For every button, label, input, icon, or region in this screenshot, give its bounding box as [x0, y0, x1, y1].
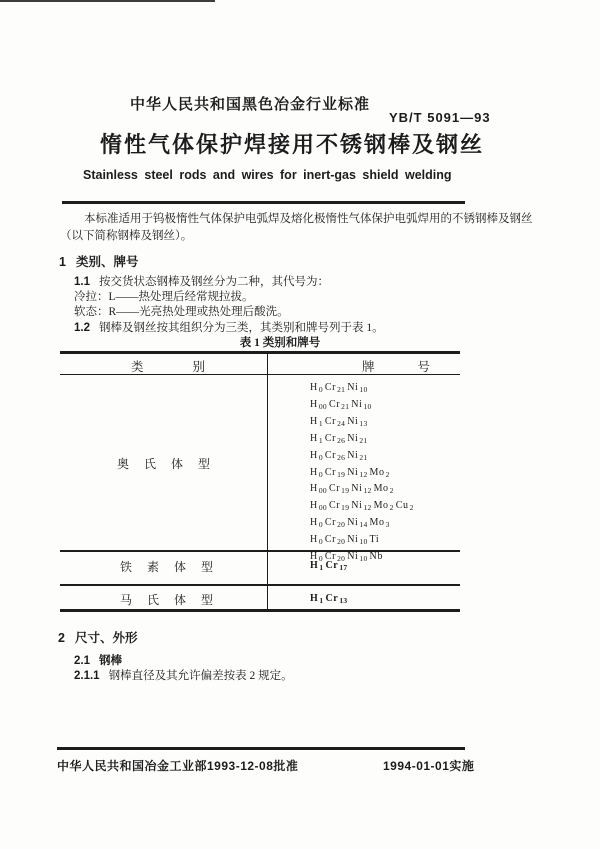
clause-2-1-1: [74, 667, 293, 683]
table-column-divider: [267, 351, 268, 609]
grade-item: $H_0$ $Cr_{21}$ $Ni_{10}$: [310, 382, 368, 394]
grade-item: $H_{00}$ $Cr_{21}$ $Ni_{10}$: [310, 398, 372, 411]
clause-1-1-text: 按交货状态钢棒及钢丝分为二种，其代号为：: [99, 276, 329, 288]
footer-rule: [57, 747, 465, 750]
grade-item: $H_1$ $Cr_{26}$ $Ni_{21}$: [310, 432, 368, 445]
ferritic-grade: $H_1$ $Cr_{17}$: [310, 560, 348, 572]
footer-implementation: 1994-01-01实施: [383, 759, 475, 773]
footer-approval: 中华人民共和国冶金工业部1993-12-08批准: [57, 759, 299, 773]
martensitic-grade: $H_1$ $Cr_{13}$: [310, 593, 348, 605]
table-header-grade: 牌号: [362, 360, 474, 374]
table-header-class: 类别: [131, 360, 255, 374]
standard-class-line: 中华人民共和国黑色冶金行业标准: [130, 96, 371, 113]
grade-item: $H_0$ $Cr_{20}$ $Ni_{14}$ $Mo_3$: [310, 517, 390, 530]
grade-item: $H_{00}$ $Cr_{19}$ $Ni_{12}$ $Mo_2$ $Cu_2$: [310, 500, 414, 513]
section-1-heading: [59, 252, 138, 270]
austenitic-type-label: 奥氏体型: [117, 457, 226, 471]
clause-1-2: [74, 319, 384, 335]
clause-2-1-1-number: 2.1.1: [74, 670, 100, 682]
clause-1-2-text: 钢棒及钢丝按其组织分为三类，其类别和牌号列于表 1。: [99, 322, 384, 334]
section-2-heading: [58, 628, 137, 646]
clause-2-1: [74, 652, 122, 668]
grade-item: $H_0$ $Cr_{20}$ $Ni_{10}$ Nb: [310, 551, 383, 564]
clause-2-1-1-text: 钢棒直径及其允许偏差按表 2 规定。: [108, 670, 293, 682]
table-bottom-border: [60, 609, 460, 612]
grade-item: $H_0$ $Cr_{26}$ $Ni_{21}$: [310, 449, 368, 462]
standard-number: YB/T 5091—93: [389, 110, 491, 125]
section-1-number: 1: [59, 255, 66, 269]
grade-item: $H_0$ $Cr_{19}$ $Ni_{12}$ $Mo_2$: [310, 466, 390, 479]
table-1-caption: 表 1 类别和牌号: [239, 337, 321, 349]
austenitic-grade-list: [310, 381, 416, 567]
clause-cold-drawn: 冷拉：L——热处理后经常规拉拔。: [74, 291, 254, 303]
document-title-en: Stainless steel rods and wires for inert-gas shield welding: [83, 168, 452, 182]
clause-1-1: [74, 273, 329, 289]
clause-1-1-number: 1.1: [74, 276, 90, 288]
grade-item: $H_0$ $Cr_{20}$ $Ni_{10}$ Ti: [310, 534, 380, 547]
table-top-border: [60, 351, 460, 354]
section-2-number: 2: [58, 631, 65, 645]
section-2-title: 尺寸、外形: [74, 631, 138, 645]
scan-edge-artifact: [0, 0, 215, 2]
clause-2-1-number: 2.1: [74, 655, 90, 667]
document-title-zh: 惰性气体保护焊接用不锈钢棒及钢丝: [100, 132, 485, 157]
table-row-separator-2: [60, 584, 460, 586]
clause-1-2-number: 1.2: [74, 322, 90, 334]
clause-2-1-title: 钢棒: [99, 655, 122, 667]
ferritic-type-label: 铁素体型: [120, 560, 229, 574]
grade-item: $H_1$ $Cr_{24}$ $Ni_{13}$: [310, 415, 368, 428]
clause-soft-state: 软态：R——光亮热处理或热处理后酸洗。: [74, 306, 289, 318]
scope-paragraph: 本标准适用于钨极惰性气体保护电弧焊及熔化极惰性气体保护电弧焊用的不锈钢棒及钢丝（以下简称钢棒及钢丝）。: [60, 213, 533, 242]
grade-item: $H_{00}$ $Cr_{19}$ $Ni_{12}$ $Mo_2$: [310, 483, 394, 496]
martensitic-type-label: 马氏体型: [120, 593, 229, 607]
section-1-title: 类别、牌号: [75, 255, 139, 269]
header-rule: [62, 201, 465, 204]
